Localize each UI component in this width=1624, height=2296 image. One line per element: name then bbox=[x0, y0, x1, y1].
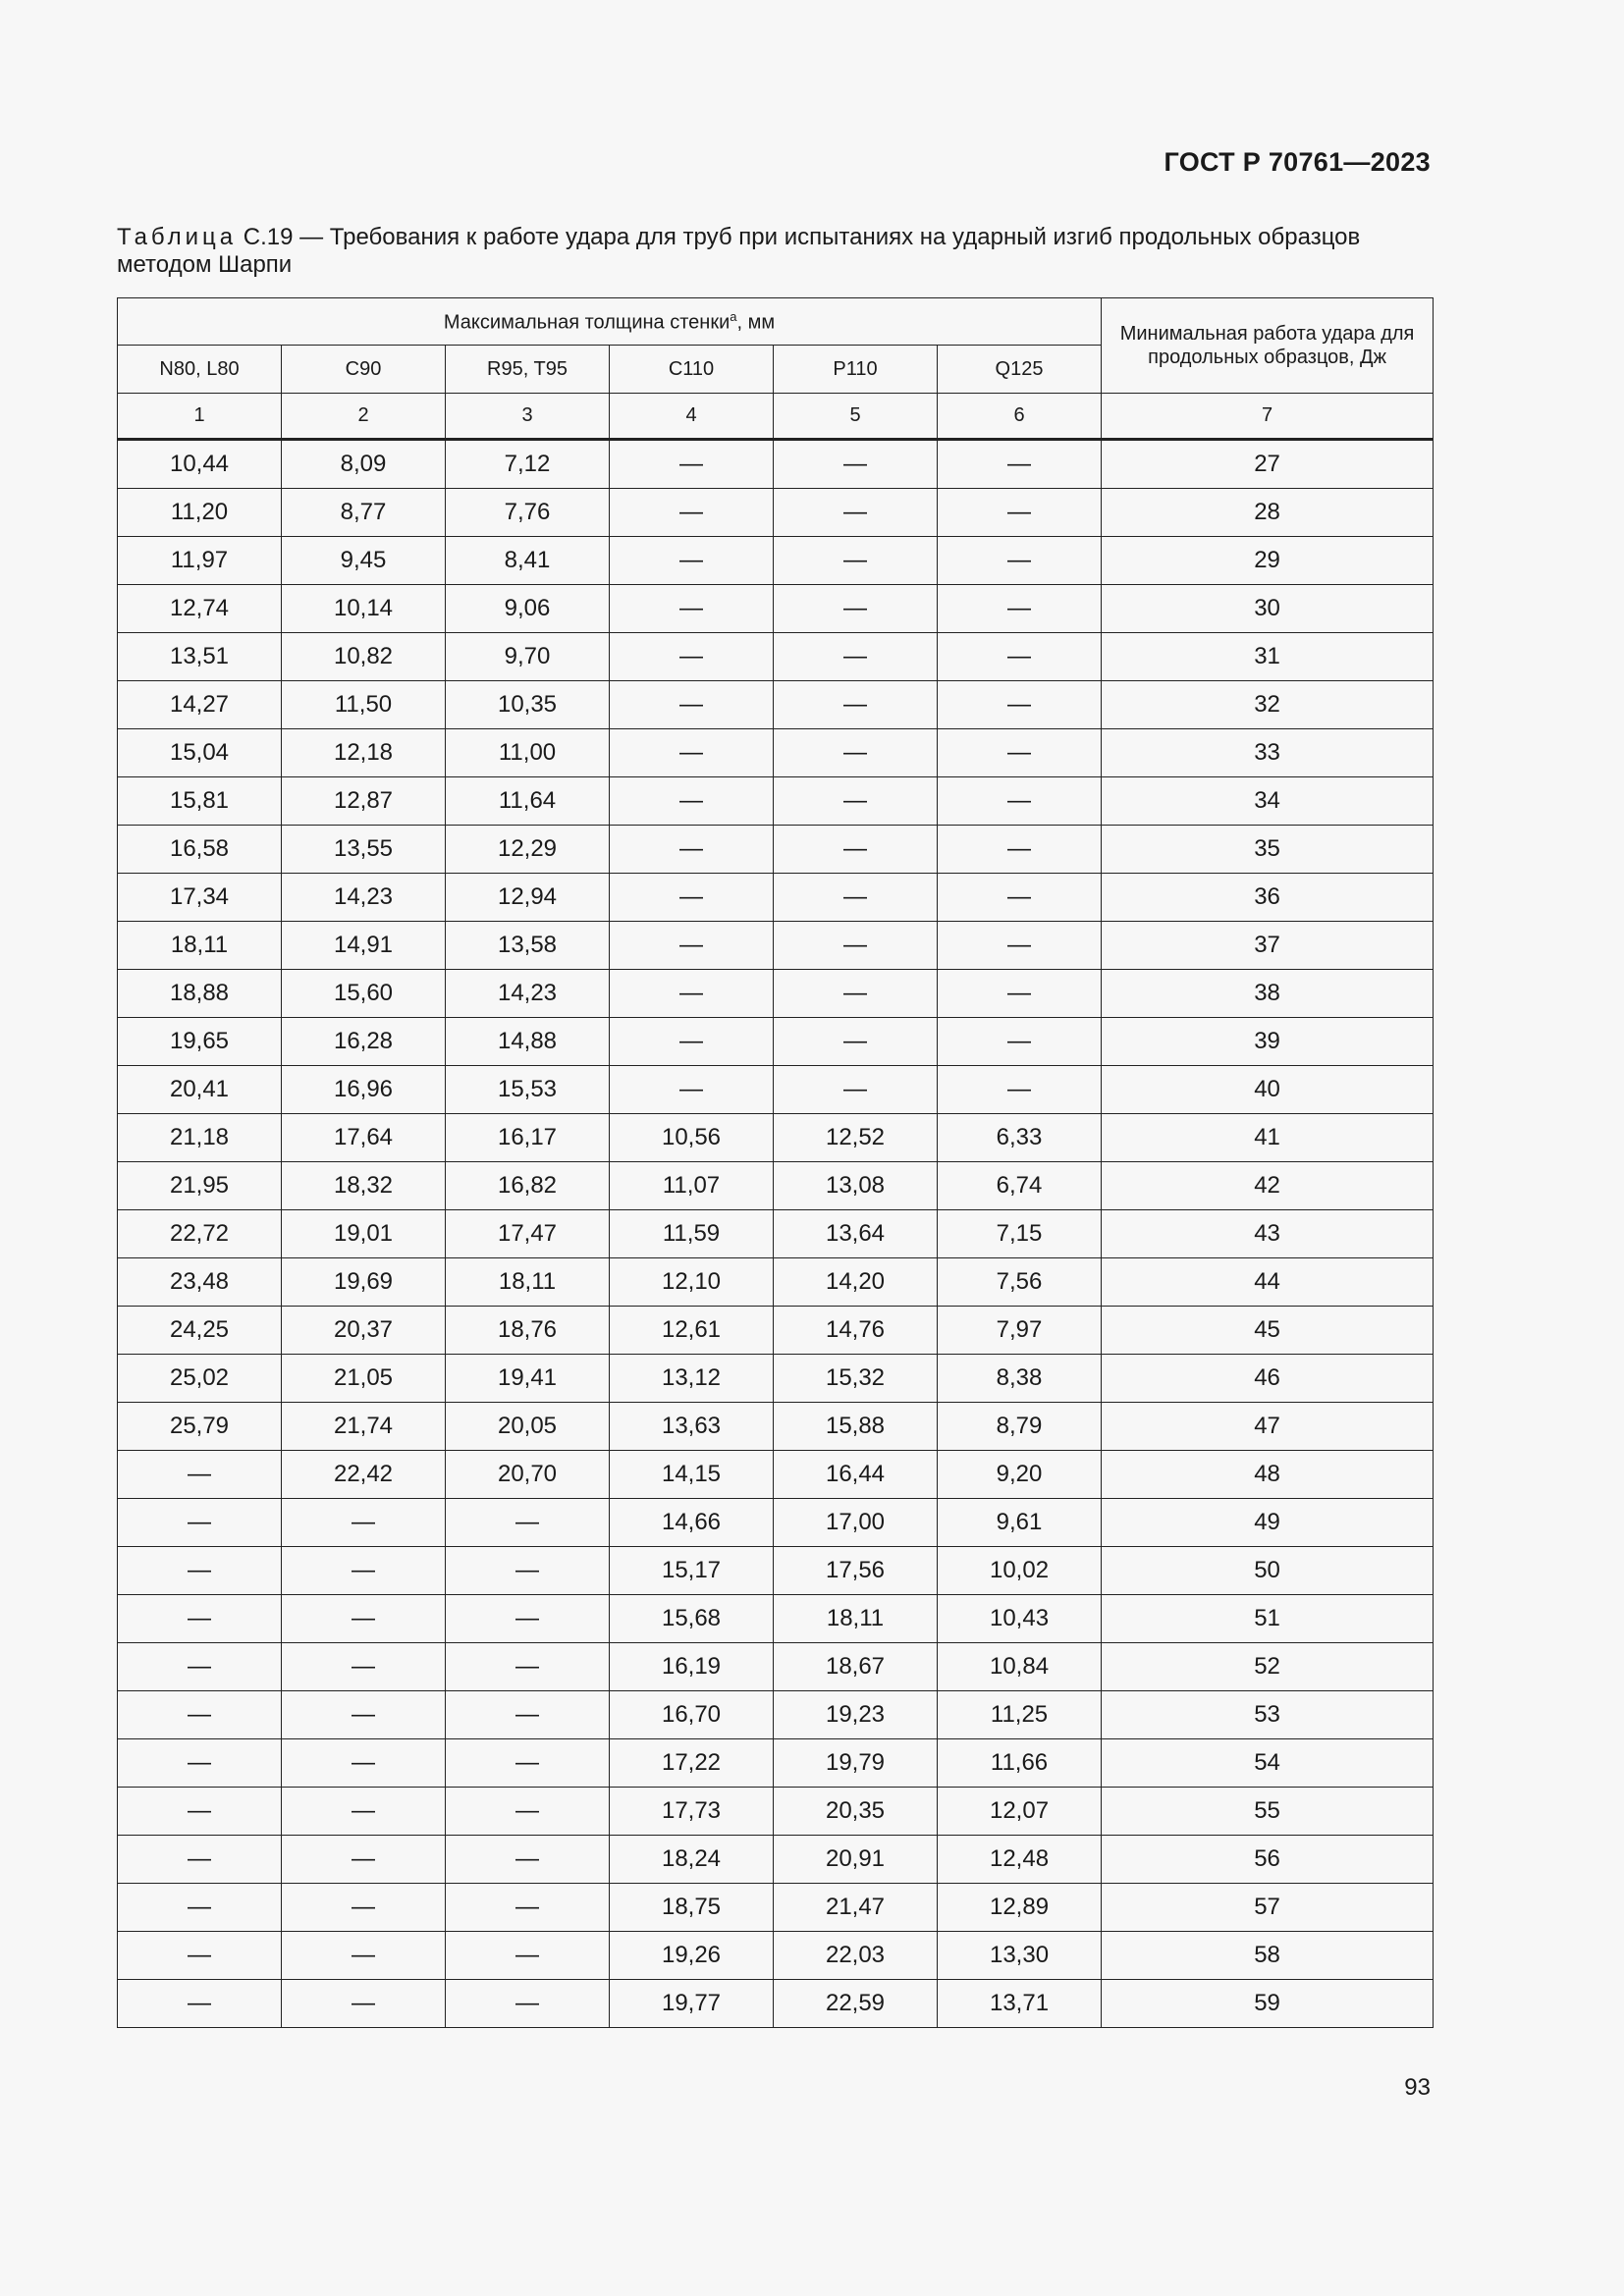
table-cell: — bbox=[282, 1499, 446, 1547]
table-cell: 15,88 bbox=[774, 1403, 938, 1451]
table-cell: 13,08 bbox=[774, 1162, 938, 1210]
table-cell: 46 bbox=[1102, 1355, 1434, 1403]
table-cell: 15,17 bbox=[610, 1547, 774, 1595]
table-cell: 19,77 bbox=[610, 1980, 774, 2028]
table-cell: — bbox=[446, 1788, 610, 1836]
table-row bbox=[118, 1307, 1434, 1355]
table-cell: 7,56 bbox=[938, 1258, 1102, 1307]
table-cell: 11,66 bbox=[938, 1739, 1102, 1788]
table-cell: 15,81 bbox=[118, 777, 282, 826]
table-caption-label: Таблица bbox=[117, 224, 238, 250]
table-cell: — bbox=[446, 1499, 610, 1547]
table-cell: 20,05 bbox=[446, 1403, 610, 1451]
table-cell: 18,32 bbox=[282, 1162, 446, 1210]
table-row bbox=[118, 1595, 1434, 1643]
column-number-3: 3 bbox=[446, 394, 610, 440]
table-cell: 17,56 bbox=[774, 1547, 938, 1595]
table-cell: — bbox=[282, 1980, 446, 2028]
table-cell: 23,48 bbox=[118, 1258, 282, 1307]
table-cell: 15,04 bbox=[118, 729, 282, 777]
table-cell: 22,72 bbox=[118, 1210, 282, 1258]
table-cell: 9,70 bbox=[446, 633, 610, 681]
table-row bbox=[118, 1403, 1434, 1451]
table-cell: 10,43 bbox=[938, 1595, 1102, 1643]
table-cell: — bbox=[610, 874, 774, 922]
table-cell: — bbox=[282, 1932, 446, 1980]
table-cell: — bbox=[774, 777, 938, 826]
table-cell: 8,79 bbox=[938, 1403, 1102, 1451]
table-cell: 15,32 bbox=[774, 1355, 938, 1403]
table-cell: — bbox=[938, 777, 1102, 826]
table-row bbox=[118, 1836, 1434, 1884]
table-cell: 53 bbox=[1102, 1691, 1434, 1739]
table-cell: 16,44 bbox=[774, 1451, 938, 1499]
table-cell: — bbox=[938, 681, 1102, 729]
table-cell: 18,11 bbox=[446, 1258, 610, 1307]
table-cell: — bbox=[774, 440, 938, 489]
table-cell: 13,64 bbox=[774, 1210, 938, 1258]
table-cell: 14,27 bbox=[118, 681, 282, 729]
table-cell: 47 bbox=[1102, 1403, 1434, 1451]
table-cell: 12,87 bbox=[282, 777, 446, 826]
header-grade-5: P110 bbox=[774, 346, 938, 394]
table-row bbox=[118, 681, 1434, 729]
table-cell: 20,70 bbox=[446, 1451, 610, 1499]
table-row bbox=[118, 1932, 1434, 1980]
header-grade-6: Q125 bbox=[938, 346, 1102, 394]
table-cell: 13,58 bbox=[446, 922, 610, 970]
table-cell: 45 bbox=[1102, 1307, 1434, 1355]
table-cell: — bbox=[610, 1066, 774, 1114]
table-cell: — bbox=[774, 874, 938, 922]
table-cell: 8,77 bbox=[282, 489, 446, 537]
table-cell: 16,82 bbox=[446, 1162, 610, 1210]
table-cell: 27 bbox=[1102, 440, 1434, 489]
table-cell: 11,59 bbox=[610, 1210, 774, 1258]
table-cell: 10,44 bbox=[118, 440, 282, 489]
table-cell: 14,91 bbox=[282, 922, 446, 970]
table-cell: — bbox=[118, 1739, 282, 1788]
table-cell: 59 bbox=[1102, 1980, 1434, 2028]
table-row bbox=[118, 1739, 1434, 1788]
table-cell: 18,67 bbox=[774, 1643, 938, 1691]
table-cell: — bbox=[774, 681, 938, 729]
table-cell: 13,63 bbox=[610, 1403, 774, 1451]
table-cell: 17,34 bbox=[118, 874, 282, 922]
table-cell: 22,03 bbox=[774, 1932, 938, 1980]
table-cell: 44 bbox=[1102, 1258, 1434, 1307]
table-cell: — bbox=[446, 1547, 610, 1595]
table-cell: 12,18 bbox=[282, 729, 446, 777]
table-cell: — bbox=[282, 1595, 446, 1643]
table-cell: 17,22 bbox=[610, 1739, 774, 1788]
table-row bbox=[118, 1884, 1434, 1932]
table-row bbox=[118, 1980, 1434, 2028]
table-row bbox=[118, 440, 1434, 489]
table-cell: 11,25 bbox=[938, 1691, 1102, 1739]
table-row bbox=[118, 633, 1434, 681]
table-cell: 24,25 bbox=[118, 1307, 282, 1355]
table-cell: 43 bbox=[1102, 1210, 1434, 1258]
table-cell: — bbox=[118, 1788, 282, 1836]
table-cell: — bbox=[610, 681, 774, 729]
table-cell: 9,06 bbox=[446, 585, 610, 633]
table-cell: — bbox=[118, 1836, 282, 1884]
table-cell: 19,65 bbox=[118, 1018, 282, 1066]
table-cell: 12,48 bbox=[938, 1836, 1102, 1884]
table-cell: 19,23 bbox=[774, 1691, 938, 1739]
header-min-impact-energy bbox=[1102, 298, 1434, 394]
table-cell: 19,01 bbox=[282, 1210, 446, 1258]
table-row bbox=[118, 777, 1434, 826]
table-cell: 56 bbox=[1102, 1836, 1434, 1884]
table-cell: 12,89 bbox=[938, 1884, 1102, 1932]
table-row bbox=[118, 1210, 1434, 1258]
table-cell: — bbox=[938, 1066, 1102, 1114]
table-cell: 11,00 bbox=[446, 729, 610, 777]
table-cell: 6,74 bbox=[938, 1162, 1102, 1210]
table-cell: — bbox=[610, 826, 774, 874]
table-cell: 8,09 bbox=[282, 440, 446, 489]
header-footnote-mark: a bbox=[730, 308, 737, 324]
table-cell: — bbox=[118, 1595, 282, 1643]
table-cell: 34 bbox=[1102, 777, 1434, 826]
table-cell: — bbox=[774, 826, 938, 874]
table-cell: — bbox=[938, 585, 1102, 633]
table-cell: 33 bbox=[1102, 729, 1434, 777]
header-grade-2: C90 bbox=[282, 346, 446, 394]
table-cell: 19,69 bbox=[282, 1258, 446, 1307]
table-cell: — bbox=[446, 1836, 610, 1884]
table-row bbox=[118, 1499, 1434, 1547]
table-cell: — bbox=[774, 537, 938, 585]
table-cell: 49 bbox=[1102, 1499, 1434, 1547]
table-cell: 11,97 bbox=[118, 537, 282, 585]
table-cell: — bbox=[610, 633, 774, 681]
table-cell: 51 bbox=[1102, 1595, 1434, 1643]
table-cell: 11,20 bbox=[118, 489, 282, 537]
table-cell: — bbox=[938, 1018, 1102, 1066]
table-cell: 12,61 bbox=[610, 1307, 774, 1355]
table-cell: — bbox=[938, 489, 1102, 537]
table-cell: — bbox=[282, 1547, 446, 1595]
table-cell: — bbox=[282, 1788, 446, 1836]
table-cell: 20,37 bbox=[282, 1307, 446, 1355]
table-cell: — bbox=[118, 1643, 282, 1691]
column-number-1: 1 bbox=[118, 394, 282, 440]
table-cell: 57 bbox=[1102, 1884, 1434, 1932]
column-number-6: 6 bbox=[938, 394, 1102, 440]
table-cell: 17,64 bbox=[282, 1114, 446, 1162]
table-cell: 14,23 bbox=[282, 874, 446, 922]
table-cell: 48 bbox=[1102, 1451, 1434, 1499]
table-cell: — bbox=[610, 585, 774, 633]
table-cell: 13,51 bbox=[118, 633, 282, 681]
table-cell: — bbox=[774, 633, 938, 681]
table-row bbox=[118, 1451, 1434, 1499]
table-row bbox=[118, 489, 1434, 537]
table-row bbox=[118, 1162, 1434, 1210]
table-cell: 18,24 bbox=[610, 1836, 774, 1884]
table-cell: — bbox=[610, 440, 774, 489]
table-cell: 13,12 bbox=[610, 1355, 774, 1403]
table-cell: 10,35 bbox=[446, 681, 610, 729]
table-cell: 7,12 bbox=[446, 440, 610, 489]
table-cell: 55 bbox=[1102, 1788, 1434, 1836]
table-cell: 16,58 bbox=[118, 826, 282, 874]
table-cell: 12,94 bbox=[446, 874, 610, 922]
table-cell: — bbox=[446, 1980, 610, 2028]
table-cell: 29 bbox=[1102, 537, 1434, 585]
table-row bbox=[118, 1355, 1434, 1403]
impact-energy-table bbox=[117, 297, 1433, 2028]
table-cell: 10,82 bbox=[282, 633, 446, 681]
table-cell: — bbox=[938, 537, 1102, 585]
header-grade-3: R95, T95 bbox=[446, 346, 610, 394]
table-cell: — bbox=[118, 1691, 282, 1739]
header-max-wall-thickness bbox=[118, 298, 1102, 346]
table-cell: 19,26 bbox=[610, 1932, 774, 1980]
table-cell: 17,73 bbox=[610, 1788, 774, 1836]
table-cell: 15,60 bbox=[282, 970, 446, 1018]
table-cell: 58 bbox=[1102, 1932, 1434, 1980]
table-cell: 17,47 bbox=[446, 1210, 610, 1258]
header-grade-1: N80, L80 bbox=[118, 346, 282, 394]
header-min-impact-energy-text: Минимальная работа удара для продольных образцов, Дж bbox=[1119, 323, 1415, 368]
table-cell: — bbox=[446, 1643, 610, 1691]
table-row bbox=[118, 1018, 1434, 1066]
table-cell: 12,52 bbox=[774, 1114, 938, 1162]
table-row bbox=[118, 537, 1434, 585]
table-cell: 39 bbox=[1102, 1018, 1434, 1066]
table-cell: 18,11 bbox=[118, 922, 282, 970]
table-cell: — bbox=[774, 970, 938, 1018]
table-cell: — bbox=[610, 922, 774, 970]
table-cell: — bbox=[118, 1547, 282, 1595]
table-cell: 20,35 bbox=[774, 1788, 938, 1836]
table-cell: — bbox=[938, 826, 1102, 874]
table-row bbox=[118, 1788, 1434, 1836]
table-cell: 18,88 bbox=[118, 970, 282, 1018]
table-cell: 9,45 bbox=[282, 537, 446, 585]
table-cell: — bbox=[118, 1884, 282, 1932]
table-cell: 14,66 bbox=[610, 1499, 774, 1547]
table-cell: — bbox=[610, 537, 774, 585]
table-cell: 10,84 bbox=[938, 1643, 1102, 1691]
table-cell: 40 bbox=[1102, 1066, 1434, 1114]
table-cell: — bbox=[446, 1739, 610, 1788]
table-cell: — bbox=[938, 874, 1102, 922]
table-cell: 8,41 bbox=[446, 537, 610, 585]
table-cell: 16,17 bbox=[446, 1114, 610, 1162]
header-grade-4: C110 bbox=[610, 346, 774, 394]
table-cell: 20,91 bbox=[774, 1836, 938, 1884]
table-cell: — bbox=[118, 1451, 282, 1499]
table-cell: — bbox=[118, 1499, 282, 1547]
table-cell: 8,38 bbox=[938, 1355, 1102, 1403]
table-cell: — bbox=[774, 1066, 938, 1114]
table-cell: 18,11 bbox=[774, 1595, 938, 1643]
table-cell: 36 bbox=[1102, 874, 1434, 922]
table-cell: 22,42 bbox=[282, 1451, 446, 1499]
table-cell: 14,88 bbox=[446, 1018, 610, 1066]
table-cell: 16,96 bbox=[282, 1066, 446, 1114]
table-cell: — bbox=[774, 729, 938, 777]
table-cell: 13,30 bbox=[938, 1932, 1102, 1980]
table-cell: — bbox=[774, 922, 938, 970]
table-cell: 41 bbox=[1102, 1114, 1434, 1162]
table-cell: 9,61 bbox=[938, 1499, 1102, 1547]
table-cell: 14,23 bbox=[446, 970, 610, 1018]
table-cell: — bbox=[774, 1018, 938, 1066]
table-cell: — bbox=[282, 1836, 446, 1884]
table-row bbox=[118, 1691, 1434, 1739]
table-cell: 12,10 bbox=[610, 1258, 774, 1307]
table-cell: 14,15 bbox=[610, 1451, 774, 1499]
table-row bbox=[118, 1547, 1434, 1595]
table-cell: — bbox=[610, 729, 774, 777]
table-cell: 21,05 bbox=[282, 1355, 446, 1403]
table-cell: 6,33 bbox=[938, 1114, 1102, 1162]
table-row bbox=[118, 1258, 1434, 1307]
table-cell: — bbox=[938, 440, 1102, 489]
table-cell: — bbox=[282, 1691, 446, 1739]
table-cell: 12,74 bbox=[118, 585, 282, 633]
table-cell: 10,14 bbox=[282, 585, 446, 633]
table-cell: — bbox=[774, 585, 938, 633]
table-cell: 11,50 bbox=[282, 681, 446, 729]
table-cell: — bbox=[118, 1980, 282, 2028]
table-cell: — bbox=[610, 489, 774, 537]
table-row bbox=[118, 874, 1434, 922]
column-number-4: 4 bbox=[610, 394, 774, 440]
table-row bbox=[118, 1066, 1434, 1114]
table-cell: — bbox=[446, 1884, 610, 1932]
table-cell: 16,70 bbox=[610, 1691, 774, 1739]
table-cell: — bbox=[282, 1884, 446, 1932]
table-cell: — bbox=[938, 970, 1102, 1018]
table-cell: 50 bbox=[1102, 1547, 1434, 1595]
table-cell: 31 bbox=[1102, 633, 1434, 681]
table-cell: 12,29 bbox=[446, 826, 610, 874]
table-cell: 12,07 bbox=[938, 1788, 1102, 1836]
table-cell: 52 bbox=[1102, 1643, 1434, 1691]
table-cell: 21,18 bbox=[118, 1114, 282, 1162]
table-cell: — bbox=[282, 1739, 446, 1788]
table-cell: 14,76 bbox=[774, 1307, 938, 1355]
table-cell: — bbox=[446, 1932, 610, 1980]
table-cell: 22,59 bbox=[774, 1980, 938, 2028]
table-cell: 25,02 bbox=[118, 1355, 282, 1403]
table-cell: 17,00 bbox=[774, 1499, 938, 1547]
table-row bbox=[118, 826, 1434, 874]
table-cell: 20,41 bbox=[118, 1066, 282, 1114]
table-cell: — bbox=[938, 633, 1102, 681]
table-cell: 35 bbox=[1102, 826, 1434, 874]
table-cell: 30 bbox=[1102, 585, 1434, 633]
table-cell: 21,95 bbox=[118, 1162, 282, 1210]
table-cell: 11,07 bbox=[610, 1162, 774, 1210]
table-cell: 11,64 bbox=[446, 777, 610, 826]
table-cell: 28 bbox=[1102, 489, 1434, 537]
table-cell: 42 bbox=[1102, 1162, 1434, 1210]
table-cell: 9,20 bbox=[938, 1451, 1102, 1499]
table-row bbox=[118, 922, 1434, 970]
table-cell: 7,76 bbox=[446, 489, 610, 537]
table-row bbox=[118, 729, 1434, 777]
table-cell: — bbox=[774, 489, 938, 537]
table-cell: 54 bbox=[1102, 1739, 1434, 1788]
table-cell: 16,19 bbox=[610, 1643, 774, 1691]
table-cell: 19,79 bbox=[774, 1739, 938, 1788]
table-cell: 38 bbox=[1102, 970, 1434, 1018]
table-cell: — bbox=[282, 1643, 446, 1691]
table-cell: 10,56 bbox=[610, 1114, 774, 1162]
table-cell: — bbox=[118, 1932, 282, 1980]
table-cell: 13,55 bbox=[282, 826, 446, 874]
table-cell: 18,75 bbox=[610, 1884, 774, 1932]
table-row bbox=[118, 1114, 1434, 1162]
table-cell: 15,53 bbox=[446, 1066, 610, 1114]
table-cell: 10,02 bbox=[938, 1547, 1102, 1595]
table-cell: — bbox=[610, 970, 774, 1018]
table-cell: 7,15 bbox=[938, 1210, 1102, 1258]
page-number: 93 bbox=[1404, 2074, 1431, 2101]
table-cell: — bbox=[610, 777, 774, 826]
table-cell: 13,71 bbox=[938, 1980, 1102, 2028]
table-row bbox=[118, 970, 1434, 1018]
table-cell: 37 bbox=[1102, 922, 1434, 970]
table-cell: 15,68 bbox=[610, 1595, 774, 1643]
table-cell: — bbox=[446, 1595, 610, 1643]
table-cell: 21,74 bbox=[282, 1403, 446, 1451]
document-code: ГОСТ Р 70761—2023 bbox=[1164, 147, 1431, 177]
table-cell: — bbox=[938, 729, 1102, 777]
column-number-7: 7 bbox=[1102, 394, 1434, 440]
table-cell: 32 bbox=[1102, 681, 1434, 729]
table-caption bbox=[117, 224, 1433, 279]
table-cell: 16,28 bbox=[282, 1018, 446, 1066]
table-row bbox=[118, 1643, 1434, 1691]
table-cell: 19,41 bbox=[446, 1355, 610, 1403]
table-cell: — bbox=[938, 922, 1102, 970]
table-cell: — bbox=[610, 1018, 774, 1066]
table-cell: 14,20 bbox=[774, 1258, 938, 1307]
table-cell: 25,79 bbox=[118, 1403, 282, 1451]
table-cell: — bbox=[446, 1691, 610, 1739]
table-caption-text: С.19 — Требования к работе удара для труб при испытаниях на ударный изгиб продольных образцов методом Шарпи bbox=[117, 224, 1361, 278]
table-cell: 7,97 bbox=[938, 1307, 1102, 1355]
header-max-wall-thickness-text: Максимальная толщина стенки bbox=[443, 311, 731, 334]
table-row bbox=[118, 585, 1434, 633]
column-number-2: 2 bbox=[282, 394, 446, 440]
table-cell: 21,47 bbox=[774, 1884, 938, 1932]
column-number-5: 5 bbox=[774, 394, 938, 440]
header-max-wall-thickness-unit: , мм bbox=[736, 311, 776, 334]
table-cell: 18,76 bbox=[446, 1307, 610, 1355]
